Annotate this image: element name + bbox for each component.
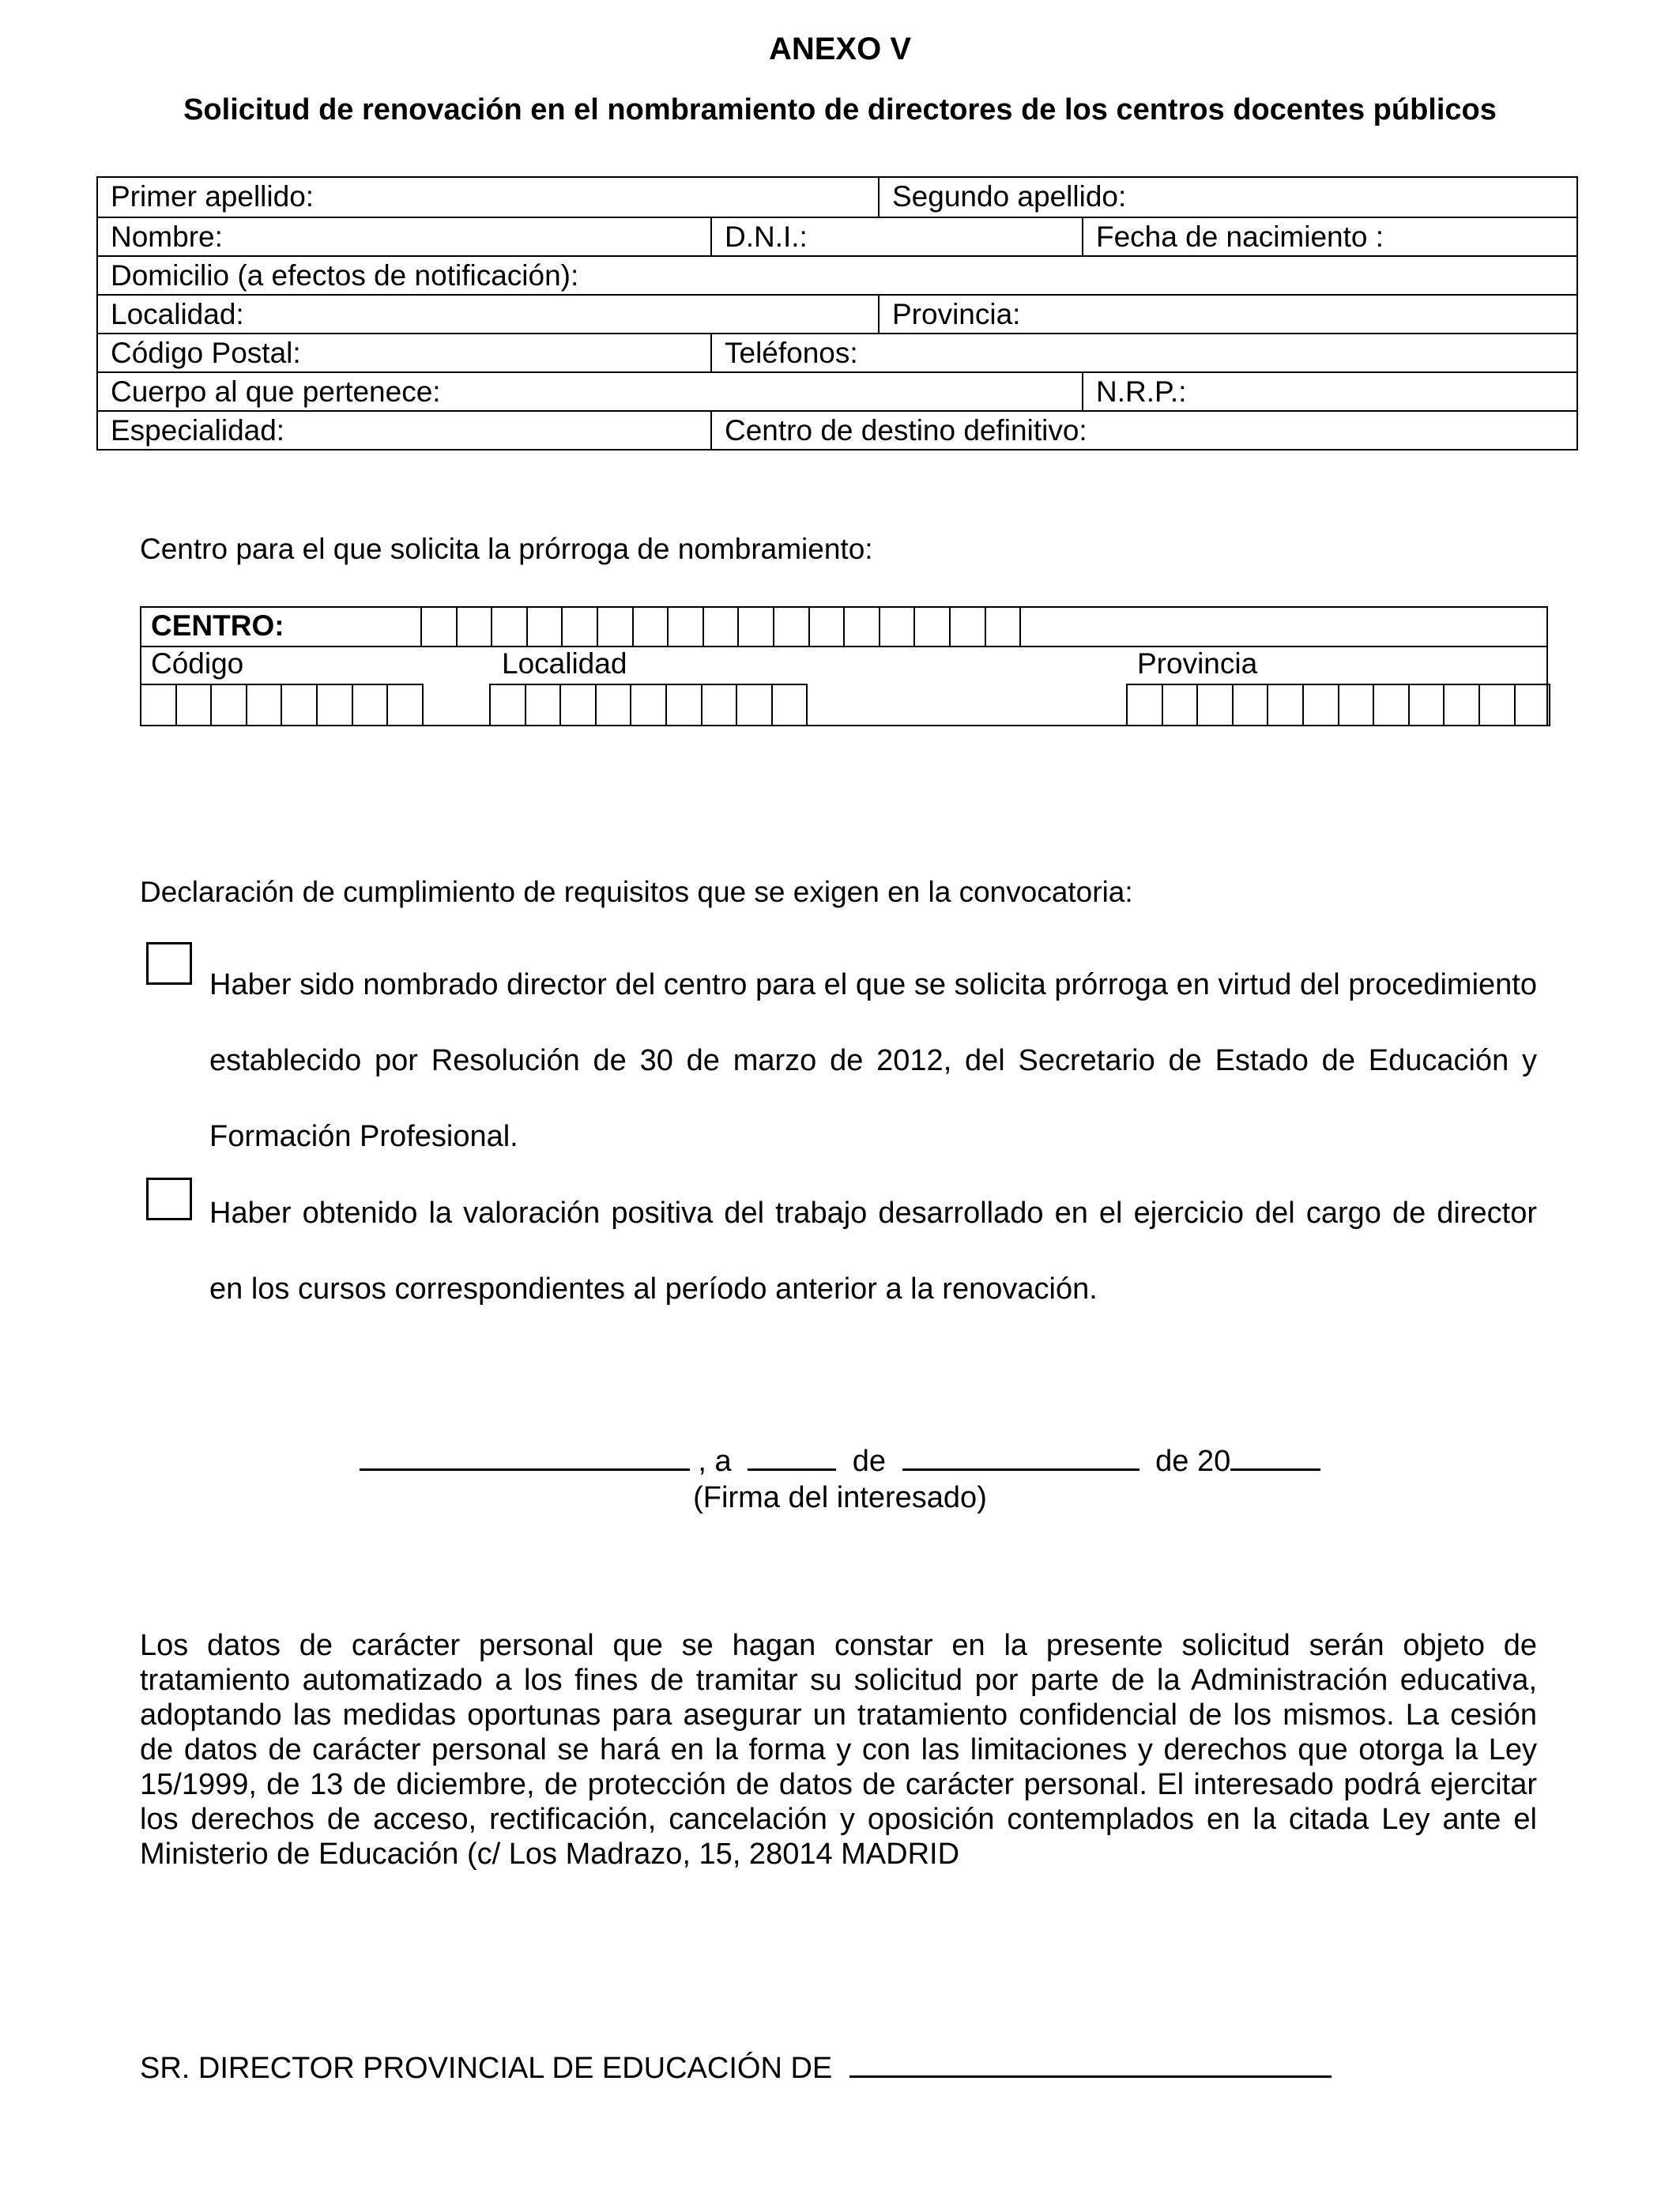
codigo-char-box[interactable] xyxy=(281,684,318,726)
a-connector: , a xyxy=(698,1445,732,1478)
de-connector: de xyxy=(852,1445,886,1478)
centro-char-box[interactable] xyxy=(773,608,774,646)
primer-apellido-field[interactable]: Primer apellido: xyxy=(111,180,315,213)
nrp-field[interactable]: N.R.P.: xyxy=(1082,373,1576,410)
provincia-label: Provincia xyxy=(1137,647,1258,680)
provincia-char-box[interactable] xyxy=(1443,684,1480,726)
centro-destino-field[interactable]: Centro de destino definitivo: xyxy=(710,412,1576,449)
centro-char-box[interactable] xyxy=(985,608,986,646)
centro-char-box[interactable] xyxy=(1019,608,1021,646)
telefonos-field[interactable]: Teléfonos: xyxy=(710,334,1576,371)
codigo-char-box[interactable] xyxy=(386,684,424,726)
codigo-label: Código xyxy=(151,647,244,680)
provincia-char-box[interactable] xyxy=(1302,684,1339,726)
centro-char-box[interactable] xyxy=(561,608,563,646)
centro-char-box[interactable] xyxy=(703,608,704,646)
table-row xyxy=(98,255,1576,294)
requirement-2-checkbox[interactable] xyxy=(146,1178,192,1220)
centro-char-box[interactable] xyxy=(879,608,880,646)
table-row xyxy=(98,217,1576,255)
provincia-char-box[interactable] xyxy=(1373,684,1410,726)
codigo-char-box[interactable] xyxy=(140,684,177,726)
localidad-char-box[interactable] xyxy=(559,684,597,726)
privacy-notice: Los datos de carácter personal que se hagan constar en la presente solicitud serán objeto de tratamiento automatizado a los fines de tramitar su solicitud por parte de la Administración educativa, adoptando las medidas oportunas para asegurar un tratamiento confidencial de los mismos. La cesión de datos de carácter personal se hará en la forma y con las limitaciones y derechos que otorga la Ley 15/1999, de 13 de diciembre, de protección de datos de carácter personal. El interesado podrá ejercitar los derechos de acceso, rectificación, cancelación y oposición contemplados en la citada Ley ante el Ministerio de Educación (c/ Los Madrazo, 15, 28014 MADRID xyxy=(140,1629,1537,1871)
nombre-field[interactable]: Nombre: xyxy=(111,221,223,253)
centro-label: CENTRO: xyxy=(151,609,284,642)
provincia-char-box[interactable] xyxy=(1196,684,1234,726)
segundo-apellido-field[interactable]: Segundo apellido: xyxy=(878,178,1576,217)
signature-date-line xyxy=(0,1442,1680,1479)
codigo-char-box[interactable] xyxy=(316,684,353,726)
divider xyxy=(141,646,1546,647)
provincia-char-box[interactable] xyxy=(1267,684,1304,726)
province-blank[interactable] xyxy=(849,2049,1332,2078)
centro-char-box[interactable] xyxy=(843,608,845,646)
day-blank[interactable] xyxy=(748,1442,836,1471)
codigo-char-box[interactable] xyxy=(352,684,389,726)
localidad-char-box[interactable] xyxy=(630,684,667,726)
signature-caption: (Firma del interesado) xyxy=(693,1481,987,1514)
codigo-char-box[interactable] xyxy=(246,684,283,726)
codigo-char-box[interactable] xyxy=(210,684,247,726)
centro-char-box[interactable] xyxy=(632,608,634,646)
year-prefix: de 20 xyxy=(1155,1445,1231,1478)
requirement-2-text: Haber obtenido la valoración positiva del trabajo desarrollado en el ejercicio del cargo de director en los cursos correspondientes al período anterior a la renovación. xyxy=(209,1197,1537,1306)
year-blank[interactable] xyxy=(1230,1442,1320,1471)
localidad-char-box[interactable] xyxy=(665,684,703,726)
especialidad-field[interactable]: Especialidad: xyxy=(111,414,285,447)
requirement-1-checkbox[interactable] xyxy=(146,942,192,985)
localidad-label: Localidad xyxy=(502,647,627,680)
localidad-char-box[interactable] xyxy=(525,684,562,726)
codigo-char-box[interactable] xyxy=(175,684,213,726)
annex-title: ANEXO V xyxy=(768,32,912,66)
centro-char-box[interactable] xyxy=(526,608,528,646)
place-blank[interactable] xyxy=(360,1442,690,1471)
localidad-char-box[interactable] xyxy=(736,684,773,726)
centro-char-box[interactable] xyxy=(491,608,492,646)
localidad-char-box[interactable] xyxy=(489,684,526,726)
table-row xyxy=(98,333,1576,371)
provincia-char-box[interactable] xyxy=(1408,684,1445,726)
declaration-heading: Declaración de cumplimiento de requisitos que se exigen en la convocatoria: xyxy=(140,876,1133,908)
centro-char-box[interactable] xyxy=(808,608,810,646)
provincia-char-box[interactable] xyxy=(1478,684,1516,726)
domicilio-field[interactable]: Domicilio (a efectos de notificación): xyxy=(111,259,579,292)
centro-char-box[interactable] xyxy=(420,608,422,646)
provincia-char-box[interactable] xyxy=(1338,684,1375,726)
localidad-char-box[interactable] xyxy=(595,684,632,726)
centro-char-box[interactable] xyxy=(737,608,739,646)
centro-char-box[interactable] xyxy=(456,608,458,646)
month-blank[interactable] xyxy=(902,1442,1139,1471)
provincia-field[interactable]: Provincia: xyxy=(878,296,1576,333)
fecha-nacimiento-field[interactable]: Fecha de nacimiento : xyxy=(1082,218,1576,255)
personal-data-table xyxy=(96,176,1578,450)
centro-intro: Centro para el que solicita la prórroga de nombramiento: xyxy=(140,533,873,565)
localidad-char-box[interactable] xyxy=(771,684,808,726)
codigo-postal-field[interactable]: Código Postal: xyxy=(111,337,301,369)
table-row xyxy=(98,371,1576,410)
dni-field[interactable]: D.N.I.: xyxy=(710,218,1082,255)
form-subtitle: Solicitud de renovación en el nombramiento de directores de los centros docentes públicos xyxy=(183,93,1497,126)
centro-char-box[interactable] xyxy=(667,608,669,646)
centro-char-box[interactable] xyxy=(949,608,951,646)
table-row xyxy=(98,178,1576,217)
provincia-char-box[interactable] xyxy=(1232,684,1269,726)
centro-char-box[interactable] xyxy=(597,608,598,646)
provincia-char-box[interactable] xyxy=(1162,684,1199,726)
addressee-line xyxy=(140,2049,1332,2086)
requirement-1-text: Haber sido nombrado director del centro para el que se solicita prórroga en virtud del procedimiento establecido por Resolución de 30 de marzo de 2012, del Secretario de Estado de Educación y Formación Profesional. xyxy=(209,968,1537,1153)
table-row xyxy=(98,294,1576,333)
localidad-field[interactable]: Localidad: xyxy=(111,298,244,330)
table-row xyxy=(98,410,1576,449)
localidad-char-box[interactable] xyxy=(701,684,738,726)
cuerpo-field[interactable]: Cuerpo al que pertenece: xyxy=(111,375,441,408)
addressee-label: SR. DIRECTOR PROVINCIAL DE EDUCACIÓN DE xyxy=(140,2052,833,2085)
centro-char-box[interactable] xyxy=(913,608,915,646)
centro-grid xyxy=(140,606,1548,726)
provincia-char-box[interactable] xyxy=(1514,684,1551,726)
provincia-char-box[interactable] xyxy=(1126,684,1163,726)
